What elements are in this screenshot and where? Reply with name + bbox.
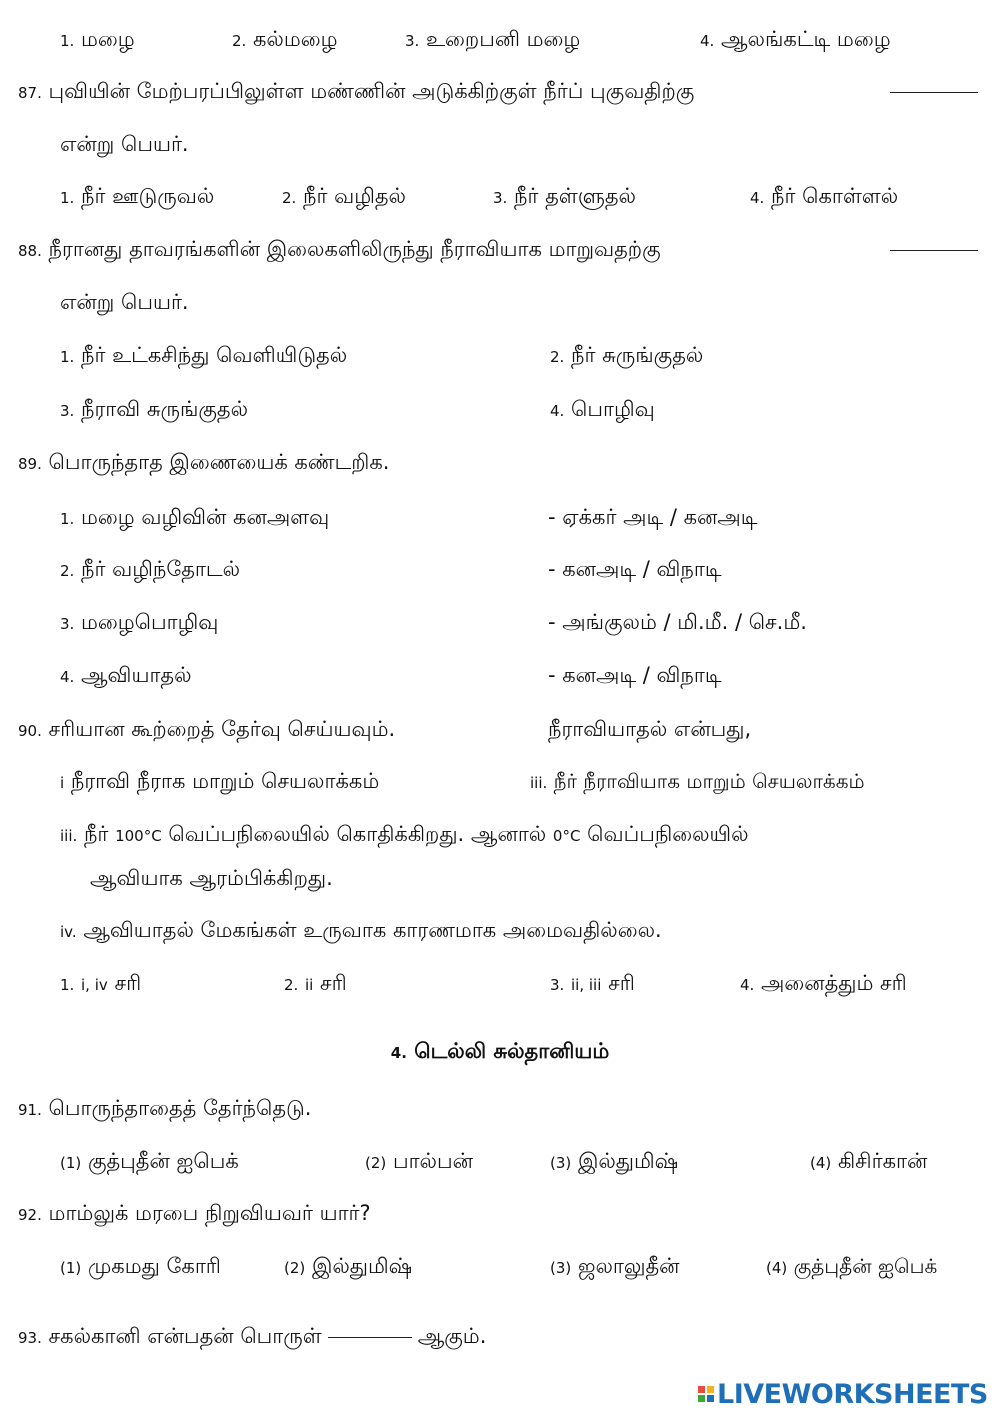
q90-statement-3-cont: ஆவியாக ஆரம்பிக்கிறது. (90, 866, 333, 890)
q87-option-2: 2. நீர் வழிதல் (282, 184, 406, 208)
q86-option-3: 3. உறைபனி மழை (405, 27, 581, 51)
q89-pair-2-right: - கனஅடி / விநாடி (548, 557, 722, 581)
q93-blank (328, 1337, 412, 1338)
q92-option-4: (4) குத்புதீன் ஐபெக் (766, 1254, 938, 1278)
q88-option-3: 3. நீராவி சுருங்குதல் (60, 397, 249, 421)
q89-question: 89. பொருந்தாத இணையைக் கண்டறிக. (18, 450, 390, 474)
liveworksheets-logo-icon (698, 1386, 714, 1402)
q92-question: 92. மாம்லுக் மரபை நிறுவியவர் யார்? (18, 1201, 371, 1225)
q87-option-3: 3. நீர் தள்ளுதல் (493, 184, 636, 208)
liveworksheets-logo (698, 1378, 988, 1410)
q89-pair-4-right: - கனஅடி / விநாடி (548, 663, 722, 687)
q88-question-cont: என்று பெயர். (60, 290, 189, 314)
q92-option-3: (3) ஜலாலுதீன் (550, 1254, 680, 1278)
q86-option-4: 4. ஆலங்கட்டி மழை (700, 27, 891, 51)
q90-option-4: 4. அனைத்தும் சரி (740, 971, 907, 995)
q86-option-1: 1. மழை (60, 27, 135, 51)
q91-option-1: (1) குத்புதீன் ஐபெக் (60, 1149, 239, 1173)
q89-pair-3-right: - அங்குலம் / மி.மீ. / செ.மீ. (548, 610, 807, 634)
q87-option-1: 1. நீர் ஊடுருவல் (60, 184, 215, 208)
q87-blank (890, 77, 978, 105)
q89-pair-4-left: 4. ஆவியாதல் (60, 663, 192, 687)
section-title: 4. டெல்லி சுல்தானியம் (390, 1039, 610, 1063)
q90-question: 90. சரியான கூற்றைத் தேர்வு செய்யவும். (18, 717, 396, 741)
liveworksheets-logo-text: LIVEWORKSHEETS (717, 1378, 988, 1410)
q91-question: 91. பொருந்தாதைத் தேர்ந்தெடு. (18, 1096, 312, 1120)
q91-option-3: (3) இல்துமிஷ் (550, 1149, 679, 1173)
q89-pair-2-left: 2. நீர் வழிந்தோடல் (60, 557, 241, 581)
q87-question-cont: என்று பெயர். (60, 132, 189, 156)
q93-question: 93. சகல்கானி என்பதன் பொருள் ஆகும். (18, 1324, 487, 1348)
q90-statement-1: i நீராவி நீராக மாறும் செயலாக்கம் (60, 769, 380, 793)
q90-question-b: நீராவியாதல் என்பது, (548, 717, 752, 741)
q90-statement-3: iii. நீர் 100°C வெப்பநிலையில் கொதிக்கிறது. ஆனால் 0°C வெப்பநிலையில் (60, 822, 749, 846)
q90-statement-4: iv. ஆவியாதல் மேகங்கள் உருவாக காரணமாக அமைவதில்லை. (60, 918, 662, 942)
q89-pair-3-left: 3. மழைபொழிவு (60, 610, 219, 634)
q89-pair-1-left: 1. மழை வழிவின் கனஅளவு (60, 505, 330, 529)
q88-option-1: 1. நீர் உட்கசிந்து வெளியிடுதல் (60, 343, 348, 367)
q91-option-2: (2) பால்பன் (365, 1149, 473, 1173)
q88-option-4: 4. பொழிவு (550, 397, 655, 421)
q90-option-1: 1. i, iv சரி (60, 971, 142, 995)
q92-option-1: (1) முகமது கோரி (60, 1254, 221, 1278)
q89-pair-1-right: - ஏக்கர் அடி / கனஅடி (548, 505, 758, 529)
q86-option-2: 2. கல்மழை (232, 27, 338, 51)
q90-option-2: 2. ii சரி (284, 971, 347, 995)
q88-question: 88. நீரானது தாவரங்களின் இலைகளிலிருந்து நீராவியாக மாறுவதற்கு (18, 237, 661, 261)
q88-option-2: 2. நீர் சுருங்குதல் (550, 343, 704, 367)
q88-blank (890, 235, 978, 263)
q92-option-2: (2) இல்துமிஷ் (284, 1254, 413, 1278)
q90-statement-2: iii. நீர் நீராவியாக மாறும் செயலாக்கம் (530, 769, 865, 793)
q87-question: 87. புவியின் மேற்பரப்பிலுள்ள மண்ணின் அடுக்கிற்குள் நீர்ப் புகுவதிற்கு (18, 79, 695, 103)
q87-option-4: 4. நீர் கொள்ளல் (750, 184, 899, 208)
q91-option-4: (4) கிசிர்கான் (810, 1149, 928, 1173)
q90-option-3: 3. ii, iii சரி (550, 971, 635, 995)
